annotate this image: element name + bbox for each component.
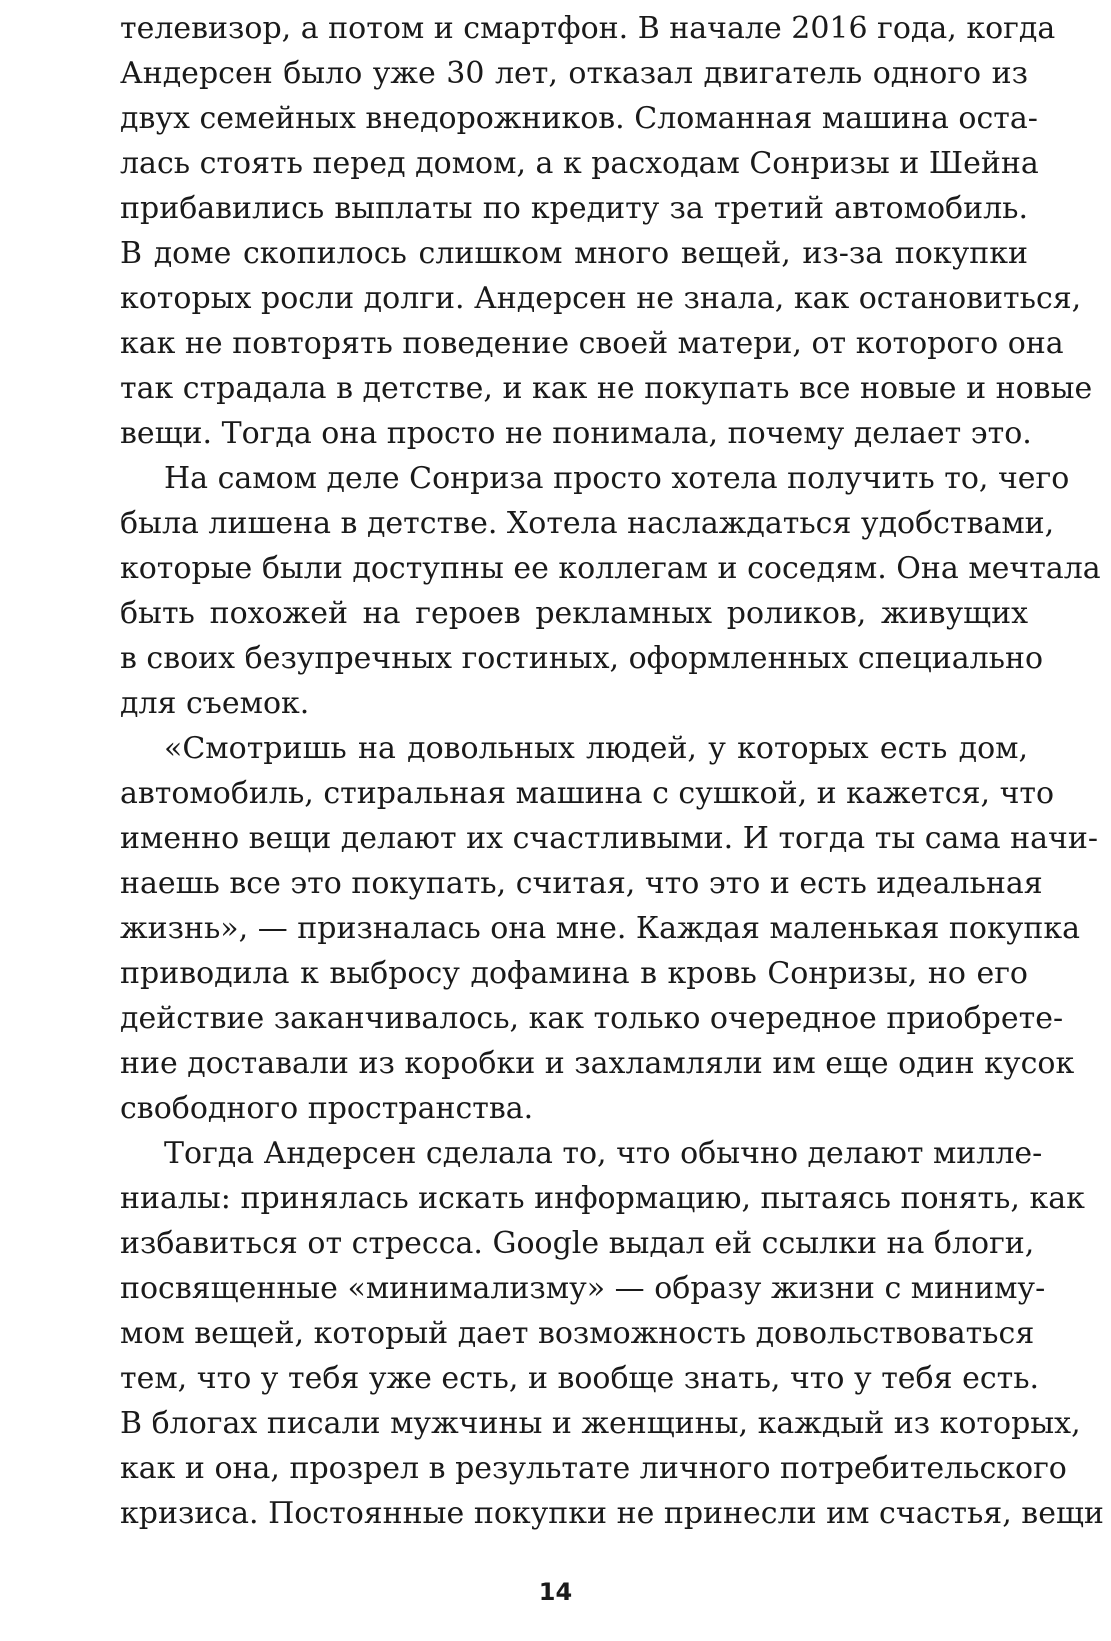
text-line: именно вещи делают их счастливыми. И тогда ты сама начи- — [120, 821, 1099, 856]
text-line: для съемок. — [120, 686, 310, 721]
text-line: как и она, прозрел в результате личного потребительского — [120, 1451, 1067, 1486]
text-line: которых росли долги. Андерсен не знала, как остановиться, — [120, 281, 1082, 316]
paragraph — [120, 456, 1101, 726]
text-line: ниалы: принялась искать информацию, пытаясь понять, как — [120, 1181, 1085, 1216]
text-line: свободного пространства. — [120, 1091, 534, 1126]
text-line: кризиса. Постоянные покупки не принесли им счастья, вещи — [120, 1496, 1104, 1531]
text-line: В доме скопилось слишком много вещей, из-за покупки — [120, 236, 1028, 271]
text-line: автомобиль, стиральная машина с сушкой, и кажется, что — [120, 776, 1055, 811]
text-line: телевизор, а потом и смартфон. В начале 2016 года, когда — [120, 11, 1056, 46]
page-number: 14 — [538, 1578, 573, 1606]
text-line: вещи. Тогда она просто не понимала, почему делает это. — [120, 416, 1032, 451]
text-line: была лишена в детстве. Хотела наслаждаться удобствами, — [120, 506, 1055, 541]
text-line: посвященные «минимализму» — образу жизни с миниму- — [120, 1271, 1046, 1306]
text-line: в своих безупречных гостиных, оформленных специально — [120, 641, 1044, 676]
paragraph — [120, 6, 1093, 456]
text-line: избавиться от стресса. Google выдал ей ссылки на блоги, — [120, 1226, 1035, 1261]
paragraph — [120, 726, 1099, 1131]
text-line: Тогда Андерсен сделала то, что обычно делают милле- — [164, 1136, 1043, 1171]
text-line: лась стоять перед домом, а к расходам Сонризы и Шейна — [120, 146, 1039, 181]
text-line: мом вещей, который дает возможность довольствоваться — [120, 1316, 1035, 1351]
text-line: двух семейных внедорожников. Сломанная машина оста- — [120, 101, 1038, 136]
text-line: В блогах писали мужчины и женщины, каждый из которых, — [120, 1406, 1081, 1441]
text-line: жизнь», — призналась она мне. Каждая маленькая покупка — [120, 911, 1080, 946]
text-line: «Смотришь на довольных людей, у которых есть дом, — [164, 731, 1028, 766]
text-line: которые были доступны ее коллегам и соседям. Она мечтала — [120, 551, 1101, 586]
text-line: Андерсен было уже 30 лет, отказал двигатель одного из — [120, 56, 1028, 91]
text-line: приводила к выбросу дофамина в кровь Сонризы, но его — [120, 956, 1028, 991]
text-line: наешь все это покупать, считая, что это и есть идеальная — [120, 866, 1043, 901]
paragraph — [120, 1131, 1104, 1536]
text-line: так страдала в детстве, и как не покупать все новые и новые — [120, 371, 1093, 406]
body-text — [120, 6, 1104, 1536]
text-line: На самом деле Сонриза просто хотела получить то, чего — [164, 461, 1070, 496]
text-line: тем, что у тебя уже есть, и вообще знать, что у тебя есть. — [120, 1361, 1040, 1396]
text-line: быть похожей на героев рекламных роликов, живущих — [120, 596, 1028, 631]
text-line: ние доставали из коробки и захламляли им еще один кусок — [120, 1046, 1075, 1081]
text-line: действие заканчивалось, как только очередное приобрете- — [120, 1001, 1064, 1036]
text-line: как не повторять поведение своей матери, от которого она — [120, 326, 1064, 361]
text-line: прибавились выплаты по кредиту за третий автомобиль. — [120, 191, 1028, 226]
